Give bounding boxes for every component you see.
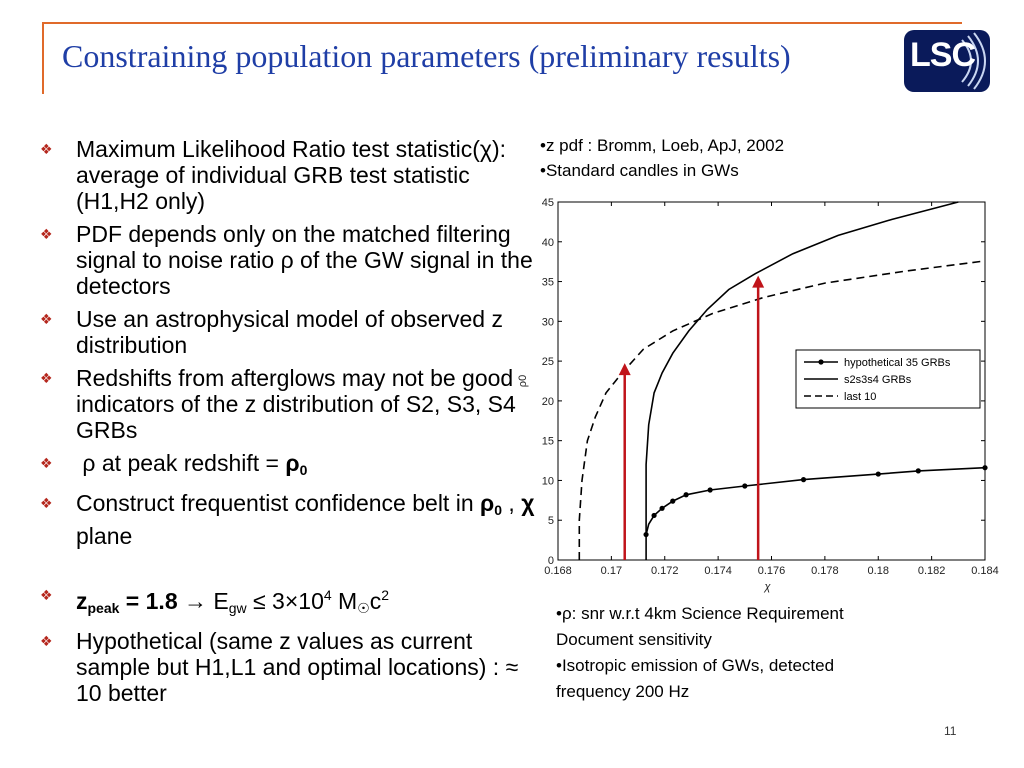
rho-symbol: ρ — [285, 450, 300, 476]
bullet-text: M — [331, 588, 358, 614]
bullet-text: of the GW signal in the detectors — [76, 247, 533, 299]
y-tick-label: 30 — [541, 316, 554, 329]
diamond-bullet-icon: ❖ — [40, 141, 53, 157]
rho-symbol: ρ — [561, 604, 572, 623]
bullet-likelihood — [40, 136, 540, 214]
bullet-text: at peak redshift = — [95, 450, 286, 476]
diamond-bullet-icon: ❖ — [40, 455, 53, 471]
series-marker — [659, 506, 664, 511]
superscript: 2 — [381, 587, 390, 603]
right-arrow-icon: → — [184, 588, 207, 614]
y-tick-label: 20 — [541, 395, 554, 408]
subscript: gw — [228, 600, 247, 616]
rho-symbol: ρ — [82, 450, 96, 476]
bullet-text: Use an astrophysical model of observed z distribution — [76, 306, 503, 358]
subscript: peak — [87, 600, 120, 616]
superscript: 4 — [323, 587, 332, 603]
diamond-bullet-icon: ❖ — [40, 226, 53, 242]
series-marker — [916, 468, 921, 473]
bullet-text: × — [284, 588, 299, 614]
bullet-model — [40, 306, 540, 358]
bullet-text: plane — [76, 523, 133, 549]
y-tick-label: 25 — [541, 356, 554, 369]
bullet-text: 10 — [298, 588, 324, 614]
y-axis-label: ρ0 — [517, 374, 529, 388]
x-tick-label: 0.168 — [544, 565, 572, 577]
y-tick-label: 15 — [541, 435, 554, 448]
note-text: • — [556, 604, 562, 623]
note-snr — [556, 602, 844, 626]
legend-label: s2s3s4 GRBs — [844, 374, 912, 386]
slide-title: Constraining population parameters (preliminary results) — [62, 38, 791, 74]
x-tick-label: 0.176 — [757, 565, 786, 577]
series-marker — [876, 471, 881, 476]
rho-chi-chart — [510, 190, 999, 593]
bullet-rho-peak — [40, 450, 540, 483]
x-tick-label: 0.182 — [917, 565, 946, 577]
chi-symbol: χ — [521, 490, 535, 516]
bullet-text: 3 — [272, 588, 285, 614]
note-z-pdf: •z pdf : Bromm, Loeb, ApJ, 2002 — [540, 136, 785, 155]
y-tick-label: 40 — [541, 236, 554, 249]
bullet-text: PDF depends only on the matched filtering signal to noise ratio — [76, 221, 511, 273]
bullet-hypothetical — [40, 628, 540, 706]
note-standard-candles: •Standard candles in GWs — [540, 161, 739, 180]
bullet-text: Redshifts from afterglows may not be good indicators of the z distribution of S2, S3, S4 GRBs — [76, 365, 516, 443]
series-marker — [982, 465, 987, 470]
series-marker — [742, 483, 747, 488]
legend-label: last 10 — [844, 391, 877, 403]
diamond-bullet-icon: ❖ — [40, 370, 53, 386]
x-axis-label: χ — [764, 581, 771, 593]
series-marker — [670, 499, 675, 504]
x-tick-label: 0.184 — [971, 565, 999, 577]
y-tick-label: 35 — [541, 276, 554, 289]
note-text: : snr w.r.t 4km Science Requirement — [571, 604, 844, 623]
note-frequency: frequency 200 Hz — [556, 682, 690, 701]
diamond-bullet-icon: ❖ — [40, 633, 53, 649]
x-tick-label: 0.172 — [650, 565, 679, 577]
page-number: 11 — [944, 724, 957, 738]
y-tick-label: 0 — [547, 555, 554, 567]
lsc-logo — [904, 30, 990, 92]
series-marker — [684, 492, 689, 497]
bullet-list — [40, 136, 540, 713]
y-tick-label: 5 — [547, 515, 554, 528]
bullet-text: Hypothetical (same z values as current sample but H1,L1 and optimal locations) : — [76, 628, 506, 680]
y-tick-label: 45 — [541, 197, 554, 209]
rho-symbol: ρ — [480, 490, 495, 516]
title-rule-left — [42, 22, 44, 94]
bullet-text: , — [502, 490, 522, 516]
diamond-bullet-icon: ❖ — [40, 495, 53, 511]
subscript: 0 — [299, 462, 308, 478]
bullet-confidence-belt — [40, 490, 540, 549]
note-isotropic: •Isotropic emission of GWs, detected — [556, 656, 835, 675]
legend-label: hypothetical 35 GRBs — [844, 357, 951, 369]
series-marker — [708, 487, 713, 492]
series-marker — [651, 513, 656, 518]
diamond-bullet-icon: ❖ — [40, 587, 53, 603]
bullet-text: ): average of individual GRB test statistic (H1,H2 only) — [76, 136, 507, 214]
note-snr-cont: Document sensitivity — [556, 630, 712, 649]
bullet-text: ≤ — [246, 588, 273, 614]
z-symbol: z — [76, 588, 88, 614]
series-marker — [801, 477, 806, 482]
bullet-redshifts — [40, 365, 540, 443]
bullet-text: Construct frequentist confidence belt in — [76, 490, 481, 516]
rho-symbol: ρ — [280, 247, 294, 273]
bullet-text: 10 better — [76, 680, 167, 706]
bullet-text: Maximum Likelihood Ratio test statistic( — [76, 136, 480, 162]
chi-symbol: χ — [479, 136, 492, 162]
subscript: 0 — [494, 502, 503, 518]
bullet-zpeak — [40, 582, 540, 621]
title-rule-top — [42, 22, 962, 24]
bullet-text: = 1.8 — [119, 588, 184, 614]
sun-symbol: ☉ — [357, 600, 370, 616]
x-tick-label: 0.178 — [811, 565, 839, 577]
x-tick-label: 0.174 — [704, 565, 732, 577]
approx-symbol: ≈ — [505, 654, 519, 680]
bullet-pdf — [40, 221, 540, 299]
x-tick-label: 0.17 — [600, 565, 623, 577]
bullet-text: c — [369, 588, 382, 614]
y-tick-label: 10 — [541, 475, 554, 488]
logo-text: LSC — [910, 36, 975, 74]
x-tick-label: 0.18 — [867, 565, 889, 577]
diamond-bullet-icon: ❖ — [40, 311, 53, 327]
bullet-text: E — [207, 588, 229, 614]
legend-marker — [818, 359, 823, 364]
